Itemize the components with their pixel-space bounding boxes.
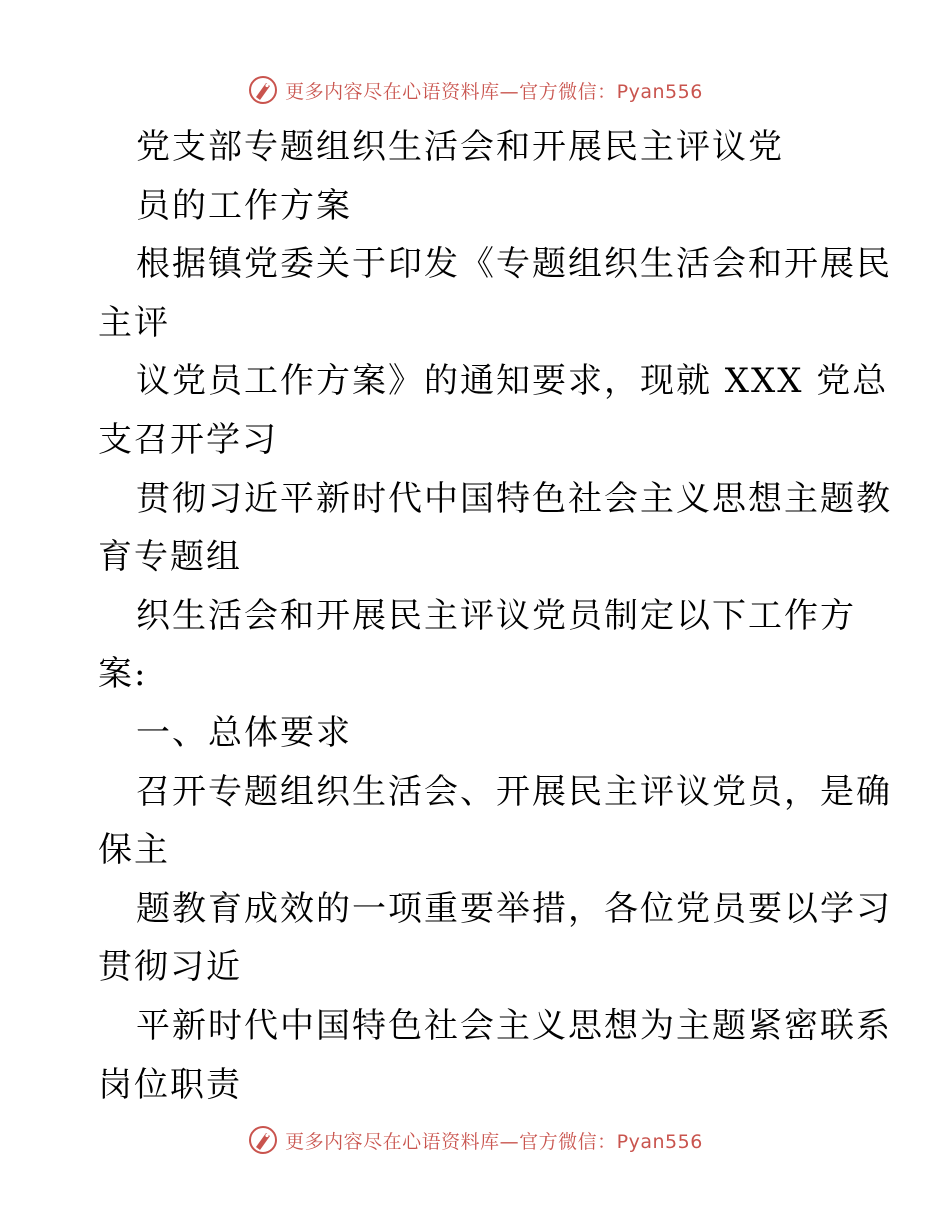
pen-nib-logo-icon	[247, 74, 279, 106]
pen-nib-logo-icon	[247, 1124, 279, 1156]
banner-text: 更多内容尽在心语资料库—官方微信：Pyan556	[285, 80, 703, 103]
document-line: 根据镇党委关于印发《专题组织生活会和开展民	[136, 244, 892, 285]
document-line: 贯彻习近平新时代中国特色社会主义思想主题教	[136, 478, 892, 519]
document-line: 党支部专题组织生活会和开展民主评议党	[136, 127, 784, 167]
document-line: 岗位职责	[98, 1064, 242, 1105]
document-line: 一、总体要求	[136, 712, 352, 753]
document-line: 贯彻习近	[98, 947, 242, 988]
document-body	[98, 118, 892, 1114]
document-line: 育专题组	[98, 537, 242, 578]
document-line: 平新时代中国特色社会主义思想为主题紧密联系	[136, 1005, 892, 1046]
document-line: 召开专题组织生活会、开展民主评议党员，是确	[136, 771, 892, 812]
document-line: 题教育成效的一项重要举措，各位党员要以学习	[136, 888, 892, 929]
document-line: 支召开学习	[98, 419, 278, 460]
header-banner	[0, 70, 950, 110]
document-line: 织生活会和开展民主评议党员制定以下工作方	[136, 595, 856, 636]
document-line: 主评	[98, 302, 170, 343]
document-line: 案:	[98, 654, 148, 695]
document-line: 议党员工作方案》的通知要求，现就 XXX 党总	[136, 361, 889, 402]
document-line: 员的工作方案	[136, 185, 352, 226]
document-line: 保主	[98, 830, 170, 871]
footer-banner	[0, 1120, 950, 1160]
banner-text: 更多内容尽在心语资料库—官方微信：Pyan556	[285, 1130, 703, 1153]
